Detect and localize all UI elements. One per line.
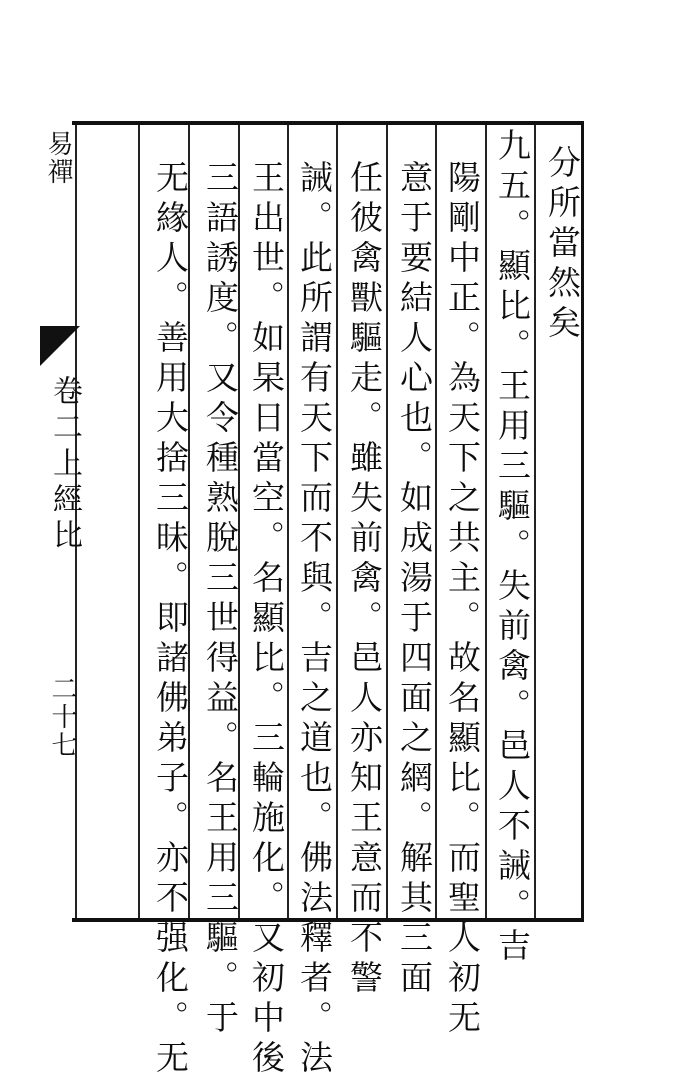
text-column-6: 誡。此所謂有天下而不與。吉之道也。佛法釋者。法 <box>295 160 334 1080</box>
margin-page-number: 二十七 <box>47 675 77 759</box>
text-column-5: 任彼禽獸驅走。雖失前禽。邑人亦知王意而不警 <box>345 160 384 1000</box>
column-rule <box>138 125 140 918</box>
margin-book-title: 易禪 <box>43 130 73 186</box>
text-column-1: 分所當然矣 <box>543 145 582 345</box>
margin-volume-label: 卷二上經比 <box>47 375 82 555</box>
fish-tail-bar <box>40 326 70 334</box>
text-column-7: 王出世。如杲日當空。名顯比。三輪施化。又初中後 <box>247 160 286 1080</box>
text-column-8: 三語誘度。又令種熟脫三世得益。名王用三驅。于 <box>201 160 240 1040</box>
column-rule <box>534 125 536 918</box>
text-column-4: 意于要結人心也。如成湯于四面之網。解其三面 <box>395 160 434 1000</box>
column-rule <box>336 125 338 918</box>
text-column-9: 无緣人。善用大捨三昧。即諸佛弟子。亦不强化。无 <box>151 160 190 1080</box>
column-rule <box>386 125 388 918</box>
text-column-3: 陽剛中正。為天下之共主。故名顯比。而聖人初无 <box>443 160 482 1040</box>
text-column-2: 九五。顯比。王用三驅。失前禽。邑人不誡。吉 <box>493 128 532 968</box>
column-rule <box>485 125 487 918</box>
